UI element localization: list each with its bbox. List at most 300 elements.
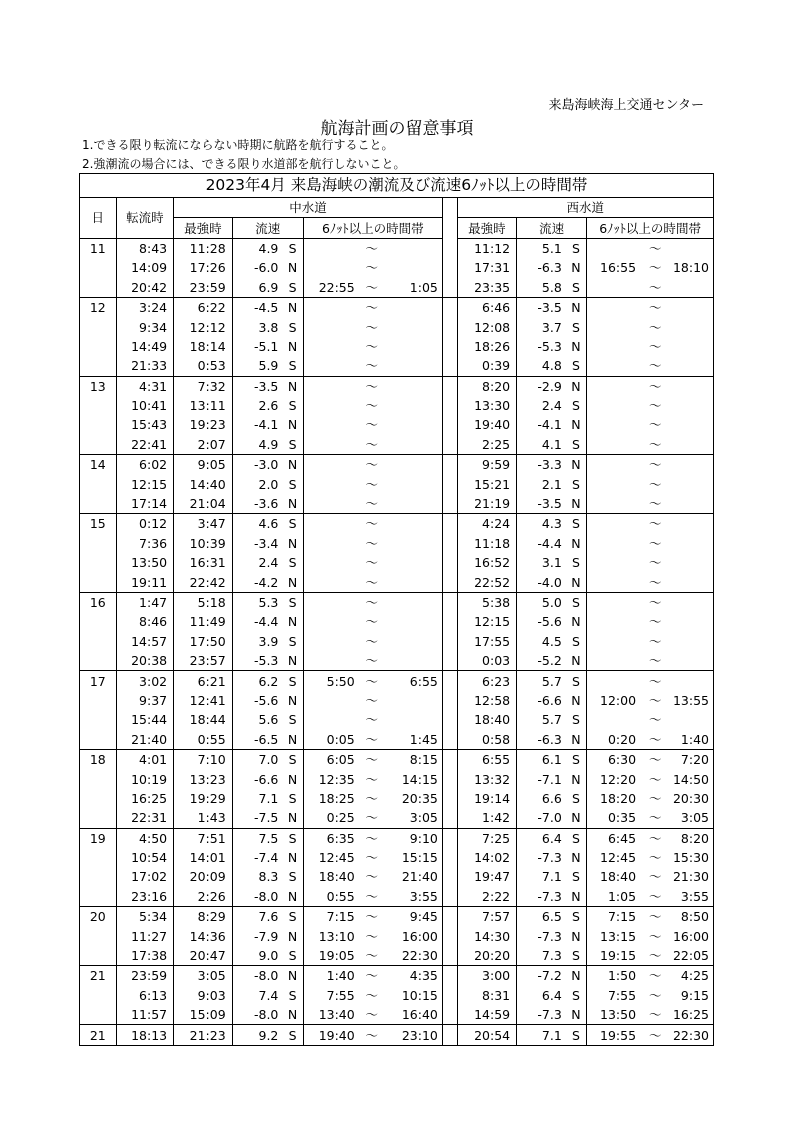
nishi-speed: 5.7 — [517, 710, 566, 729]
nishi-speed: 5.8 — [517, 278, 566, 298]
nishi-period-tilde: ～ — [640, 1025, 670, 1045]
naka-max-header: 最強時 — [174, 218, 233, 238]
naka-speed: 6.2 — [232, 671, 282, 691]
gap-cell — [442, 1005, 457, 1025]
nishi-direction: N — [571, 928, 581, 944]
naka-period-tilde: ～ — [365, 338, 379, 354]
nishi-period-end: 22:30 — [670, 1025, 713, 1045]
naka-period-start — [303, 474, 358, 493]
table-row — [80, 297, 714, 317]
naka-period-start: 5:50 — [303, 671, 358, 691]
nishi-period-tilde: ～ — [648, 948, 662, 964]
nishi-period-tilde: ～ — [640, 376, 670, 396]
naka-period-tilde: ～ — [365, 319, 379, 335]
naka-speed: 2.4 — [232, 553, 282, 572]
gap-cell — [442, 317, 457, 336]
gap-cell — [442, 749, 457, 769]
turn-time-cell: 17:38 — [116, 946, 174, 966]
page-title: 航海計画の留意事項 — [320, 119, 474, 139]
nishi-period-tilde: ～ — [648, 574, 662, 590]
naka-speed: 4.9 — [232, 435, 282, 455]
day-cell: 16 — [80, 592, 117, 612]
day-cell — [80, 710, 117, 729]
naka-direction: S — [288, 987, 297, 1003]
table-row — [80, 337, 714, 356]
naka-max-time: 1:43 — [174, 808, 233, 828]
table-row — [80, 710, 714, 729]
table-row — [80, 534, 714, 553]
day-cell — [80, 632, 117, 651]
nishi-max-time: 6:46 — [457, 297, 517, 317]
nishi-speed: 6.6 — [517, 789, 566, 808]
nishi-period-end: 4:25 — [670, 966, 713, 986]
day-cell — [80, 415, 117, 434]
nishi-max-time: 0:39 — [457, 356, 517, 376]
nishi-period-tilde: ～ — [648, 869, 662, 885]
naka-direction: N — [282, 455, 303, 475]
naka-max-time: 2:07 — [174, 435, 233, 455]
naka-max-time: 7:51 — [174, 828, 233, 848]
naka-period-end — [385, 534, 443, 553]
nishi-speed: -2.9 — [517, 376, 566, 396]
nishi-period-start: 0:35 — [587, 808, 640, 828]
nishi-period-tilde: ～ — [648, 555, 662, 571]
nishi-max-time: 2:25 — [457, 435, 517, 455]
nishi-period-start — [587, 396, 640, 415]
table-row — [80, 808, 714, 828]
naka-period-start: 13:40 — [303, 1005, 358, 1025]
nishi-max-time: 2:22 — [457, 887, 517, 907]
turn-time-cell: 18:13 — [116, 1025, 174, 1045]
day-cell — [80, 435, 117, 455]
nishi-max-time: 1:42 — [457, 808, 517, 828]
table-row — [80, 632, 714, 651]
naka-period-start — [303, 455, 358, 475]
naka-speed: 3.9 — [232, 632, 282, 651]
nishi-period-tilde: ～ — [640, 907, 670, 927]
nishi-max-time: 20:20 — [457, 946, 517, 966]
nishi-period-tilde: ～ — [648, 535, 662, 551]
nishi-max-time: 13:30 — [457, 396, 517, 415]
naka-period-tilde: ～ — [365, 417, 379, 433]
note-1: 1.できる限り転流にならない時期に航路を航行すること。 — [82, 138, 394, 152]
gap-cell — [442, 455, 457, 475]
naka-period-tilde: ～ — [365, 790, 379, 806]
nishi-direction: N — [571, 731, 581, 747]
nishi-direction: N — [571, 653, 581, 669]
nishi-direction: N — [571, 338, 581, 354]
nishi-period-start: 18:20 — [587, 789, 640, 808]
table-row — [80, 474, 714, 493]
nishi-max-time: 0:58 — [457, 730, 517, 750]
nishi-max-time: 8:20 — [457, 376, 517, 396]
naka-period-tilde: ～ — [359, 749, 385, 769]
nishi-period-start — [587, 415, 640, 434]
gap-cell — [442, 356, 457, 376]
naka-speed: -7.9 — [232, 926, 282, 945]
day-cell: 14 — [80, 455, 117, 475]
day-cell: 17 — [80, 671, 117, 691]
naka-period-tilde: ～ — [365, 633, 379, 649]
nishi-period-end: 14:50 — [670, 769, 713, 788]
gap-cell — [442, 867, 457, 886]
nishi-period-end — [670, 337, 713, 356]
nishi-direction: S — [572, 790, 580, 806]
naka-speed: 9.2 — [232, 1025, 282, 1045]
nishi-speed: 4.3 — [517, 514, 566, 534]
naka-period-end: 16:00 — [401, 928, 438, 944]
nishi-speed: 4.8 — [517, 356, 566, 376]
nishi-period-start: 12:00 — [587, 691, 640, 710]
nishi-period-start — [587, 356, 640, 376]
nishi-speed: -3.3 — [517, 455, 566, 475]
naka-speed: 4.6 — [232, 514, 282, 534]
naka-period-tilde: ～ — [365, 240, 379, 256]
gap-cell — [442, 769, 457, 788]
table-row — [80, 671, 714, 691]
table-body — [80, 238, 714, 1045]
nishi-period-tilde: ～ — [640, 749, 670, 769]
nishi-period-end — [670, 435, 713, 455]
nishi-direction: N — [571, 614, 581, 630]
naka-direction: N — [287, 338, 298, 354]
nishi-period-end — [670, 710, 713, 729]
nishi-direction: S — [572, 987, 580, 1003]
nishi-speed: 2.1 — [517, 474, 566, 493]
table-row — [80, 828, 714, 848]
naka-period-end — [385, 632, 443, 651]
naka-speed: -3.0 — [232, 455, 282, 475]
nishi-period-tilde: ～ — [648, 633, 662, 649]
naka-period-end: 20:35 — [401, 790, 438, 806]
naka-period-end — [385, 592, 443, 612]
nishi-direction: S — [572, 398, 580, 414]
turn-time-cell: 16:25 — [116, 789, 174, 808]
naka-max-time: 13:23 — [174, 769, 233, 788]
nishi-period-end — [670, 651, 713, 671]
naka-max-time: 18:44 — [174, 710, 233, 729]
nishi-speed: -6.6 — [517, 691, 566, 710]
nishi-period-start — [587, 337, 640, 356]
turn-time-cell: 8:46 — [116, 612, 174, 631]
nishi-speed: -5.6 — [517, 612, 566, 631]
nishi-max-time: 18:26 — [457, 337, 517, 356]
nishi-period-start: 7:15 — [587, 907, 640, 927]
table-row — [80, 494, 714, 514]
nishi-period-start — [587, 494, 640, 514]
turn-time-cell: 10:54 — [116, 848, 174, 867]
nishi-max-time: 6:23 — [457, 671, 517, 691]
naka-period-end — [385, 494, 443, 514]
naka-suido-header: 中水道 — [174, 198, 443, 218]
nishi-period-tilde: ～ — [648, 240, 662, 256]
turn-time-cell: 11:27 — [116, 926, 174, 945]
naka-period-start: 6:35 — [303, 828, 358, 848]
naka-direction: S — [282, 907, 303, 927]
nishi-period-end: 16:00 — [670, 926, 713, 945]
nishi-direction: N — [571, 810, 581, 826]
naka-period-end: 4:35 — [385, 966, 443, 986]
naka-speed: 6.9 — [232, 278, 282, 298]
nishi-speed: 5.0 — [517, 592, 566, 612]
gap-cell — [442, 534, 457, 553]
naka-period-tilde: ～ — [365, 398, 379, 414]
nishi-max-time: 9:59 — [457, 455, 517, 475]
nishi-period-tilde: ～ — [648, 496, 662, 512]
turn-time-cell: 23:59 — [116, 966, 174, 986]
naka-period-start — [303, 396, 358, 415]
gap-cell — [442, 848, 457, 867]
naka-speed: -7.5 — [232, 808, 282, 828]
naka-period-end — [385, 337, 443, 356]
naka-direction: N — [287, 496, 298, 512]
nishi-direction: N — [571, 692, 581, 708]
nishi-speed: -4.4 — [517, 534, 566, 553]
naka-max-time: 17:26 — [174, 258, 233, 277]
turn-time-cell: 4:50 — [116, 828, 174, 848]
day-cell — [80, 946, 117, 966]
day-cell — [80, 337, 117, 356]
naka-period-start — [303, 691, 358, 710]
naka-direction: S — [282, 1025, 303, 1045]
nishi-max-time: 14:02 — [457, 848, 517, 867]
naka-speed: -6.6 — [232, 769, 282, 788]
nishi-direction: N — [571, 417, 581, 433]
day-cell: 20 — [80, 907, 117, 927]
turn-time-cell: 21:33 — [116, 356, 174, 376]
nishi-period-tilde: ～ — [648, 1007, 662, 1023]
naka-speed: 5.3 — [232, 592, 282, 612]
nishi-direction: N — [571, 574, 581, 590]
turn-time-cell: 14:09 — [116, 258, 174, 277]
turn-time-cell: 9:37 — [116, 691, 174, 710]
nishi-speed: -3.5 — [517, 494, 566, 514]
gap-cell — [442, 198, 457, 218]
nishi-max-time: 19:14 — [457, 789, 517, 808]
naka-period-end — [385, 553, 443, 572]
note-2: 2.強潮流の場合には、できる限り水道部を航行しないこと。 — [82, 157, 406, 171]
naka-period-start: 12:35 — [303, 769, 358, 788]
gap-cell — [442, 946, 457, 966]
naka-max-time: 12:12 — [174, 317, 233, 336]
naka-period-end — [385, 258, 443, 277]
nishi-speed: 3.7 — [517, 317, 566, 336]
day-cell — [80, 808, 117, 828]
naka-period-start: 0:25 — [303, 808, 358, 828]
naka-period-tilde: ～ — [365, 712, 379, 728]
nishi-period-tilde: ～ — [648, 436, 662, 452]
turn-time-cell: 15:43 — [116, 415, 174, 434]
naka-direction: N — [282, 297, 303, 317]
table-row — [80, 317, 714, 336]
naka-direction: N — [287, 888, 298, 904]
turn-time-cell: 20:42 — [116, 278, 174, 298]
turn-time-cell: 20:38 — [116, 651, 174, 671]
nishi-max-time: 14:30 — [457, 926, 517, 945]
gap-cell — [442, 808, 457, 828]
naka-speed: 7.1 — [232, 789, 282, 808]
nishi-max-time: 23:35 — [457, 278, 517, 298]
nishi-speed: 4.1 — [517, 435, 566, 455]
gap-cell — [442, 494, 457, 514]
naka-max-time: 2:26 — [174, 887, 233, 907]
day-cell: 21 — [80, 1025, 117, 1045]
naka-period-start — [303, 572, 358, 592]
table-row — [80, 356, 714, 376]
table-row — [80, 867, 714, 886]
nishi-period-end — [670, 534, 713, 553]
naka-direction: S — [282, 514, 303, 534]
naka-period-tilde: ～ — [365, 810, 379, 826]
naka-period-tilde: ～ — [365, 358, 379, 374]
gap-cell — [442, 1025, 457, 1045]
nishi-period-tilde: ～ — [648, 338, 662, 354]
nishi-speed: -5.3 — [517, 337, 566, 356]
nishi-max-time: 18:40 — [457, 710, 517, 729]
nishi-direction: N — [571, 850, 581, 866]
day-cell: 21 — [80, 966, 117, 986]
nishi-period-tilde: ～ — [640, 828, 670, 848]
gap-cell — [442, 907, 457, 927]
table-row — [80, 848, 714, 867]
day-cell — [80, 887, 117, 907]
naka-speed: -3.4 — [232, 534, 282, 553]
gap-cell — [442, 376, 457, 396]
nishi-period-start — [587, 632, 640, 651]
table-row — [80, 907, 714, 927]
naka-max-time: 5:18 — [174, 592, 233, 612]
nishi-period-end — [670, 612, 713, 631]
nishi-period-end: 3:05 — [670, 808, 713, 828]
gap-cell — [442, 730, 457, 750]
nishi-period-end: 9:15 — [670, 986, 713, 1005]
turn-time-cell: 7:36 — [116, 534, 174, 553]
gap-cell — [442, 218, 457, 238]
nishi-speed-header: 流速 — [517, 218, 587, 238]
nishi-max-time: 14:59 — [457, 1005, 517, 1025]
nishi-period-tilde: ～ — [640, 592, 670, 612]
naka-period-tilde: ～ — [365, 928, 379, 944]
nishi-suido-header: 西水道 — [457, 198, 713, 218]
gap-cell — [442, 337, 457, 356]
naka-period-end — [385, 710, 443, 729]
day-cell — [80, 926, 117, 945]
day-cell — [80, 986, 117, 1005]
naka-max-time: 17:50 — [174, 632, 233, 651]
organization-name: 来島海峡海上交通センター — [548, 98, 704, 113]
nishi-period-tilde: ～ — [648, 653, 662, 669]
nishi-period-start: 13:15 — [587, 926, 640, 945]
table-row — [80, 1025, 714, 1045]
naka-direction: S — [288, 240, 297, 256]
table-row — [80, 435, 714, 455]
nishi-period-tilde: ～ — [648, 810, 662, 826]
nishi-direction: S — [566, 671, 587, 691]
nishi-speed: 6.1 — [517, 749, 566, 769]
day-cell — [80, 612, 117, 631]
gap-cell — [442, 238, 457, 258]
naka-period-start — [303, 710, 358, 729]
nishi-max-time: 11:18 — [457, 534, 517, 553]
naka-period-start: 0:55 — [303, 887, 358, 907]
table-row — [80, 238, 714, 258]
day-cell — [80, 356, 117, 376]
naka-max-time: 16:31 — [174, 553, 233, 572]
table-row — [80, 986, 714, 1005]
nishi-speed: -7.3 — [517, 926, 566, 945]
nishi-max-time: 7:57 — [457, 907, 517, 927]
naka-max-time: 21:23 — [174, 1025, 233, 1045]
naka-period-end — [385, 651, 443, 671]
naka-speed: -8.0 — [232, 1005, 282, 1025]
nishi-direction: S — [566, 1025, 587, 1045]
table-row — [80, 415, 714, 434]
nishi-period-start: 13:50 — [587, 1005, 640, 1025]
gap-cell — [442, 887, 457, 907]
tidal-current-table — [79, 173, 714, 1046]
naka-period-start — [303, 356, 358, 376]
day-cell — [80, 867, 117, 886]
naka-direction: S — [288, 633, 297, 649]
naka-period-start: 18:40 — [303, 867, 358, 886]
turn-time-cell: 13:50 — [116, 553, 174, 572]
naka-period-end — [385, 396, 443, 415]
nishi-speed: -6.3 — [517, 730, 566, 750]
nishi-period-end — [670, 671, 713, 691]
naka-direction: N — [282, 376, 303, 396]
naka-max-time: 7:10 — [174, 749, 233, 769]
naka-max-time: 19:29 — [174, 789, 233, 808]
nishi-period-tilde: ～ — [648, 790, 662, 806]
naka-speed: -4.4 — [232, 612, 282, 631]
turn-time-cell: 4:31 — [116, 376, 174, 396]
naka-period-start — [303, 238, 358, 258]
naka-speed: 7.6 — [232, 907, 282, 927]
nishi-direction: N — [571, 496, 581, 512]
nishi-direction: N — [571, 888, 581, 904]
naka-direction: N — [287, 260, 298, 276]
nishi-direction: S — [566, 592, 587, 612]
naka-period-tilde: ～ — [365, 614, 379, 630]
naka-max-time: 9:05 — [174, 455, 233, 475]
nishi-period-start: 12:20 — [587, 769, 640, 788]
naka-period-end — [385, 691, 443, 710]
turn-time-cell: 12:15 — [116, 474, 174, 493]
naka-period-end: 21:40 — [401, 869, 438, 885]
naka-speed: 2.0 — [232, 474, 282, 493]
nishi-speed: 7.1 — [517, 867, 566, 886]
turn-time-cell: 3:24 — [116, 297, 174, 317]
naka-speed: -8.0 — [232, 966, 282, 986]
naka-period-end — [385, 317, 443, 336]
naka-direction: S — [282, 592, 303, 612]
nishi-period-start — [587, 671, 640, 691]
day-cell — [80, 317, 117, 336]
naka-period-start: 1:40 — [303, 966, 358, 986]
nishi-max-time: 8:31 — [457, 986, 517, 1005]
naka-period-start — [303, 297, 358, 317]
naka-direction: N — [287, 731, 298, 747]
naka-period-tilde: ～ — [365, 476, 379, 492]
naka-speed: -4.5 — [232, 297, 282, 317]
day-cell: 12 — [80, 297, 117, 317]
naka-period-start — [303, 534, 358, 553]
nishi-speed: -3.5 — [517, 297, 566, 317]
naka-max-time: 22:42 — [174, 572, 233, 592]
nishi-period-end — [670, 494, 713, 514]
naka-direction: S — [288, 358, 297, 374]
naka-period-end — [385, 376, 443, 396]
